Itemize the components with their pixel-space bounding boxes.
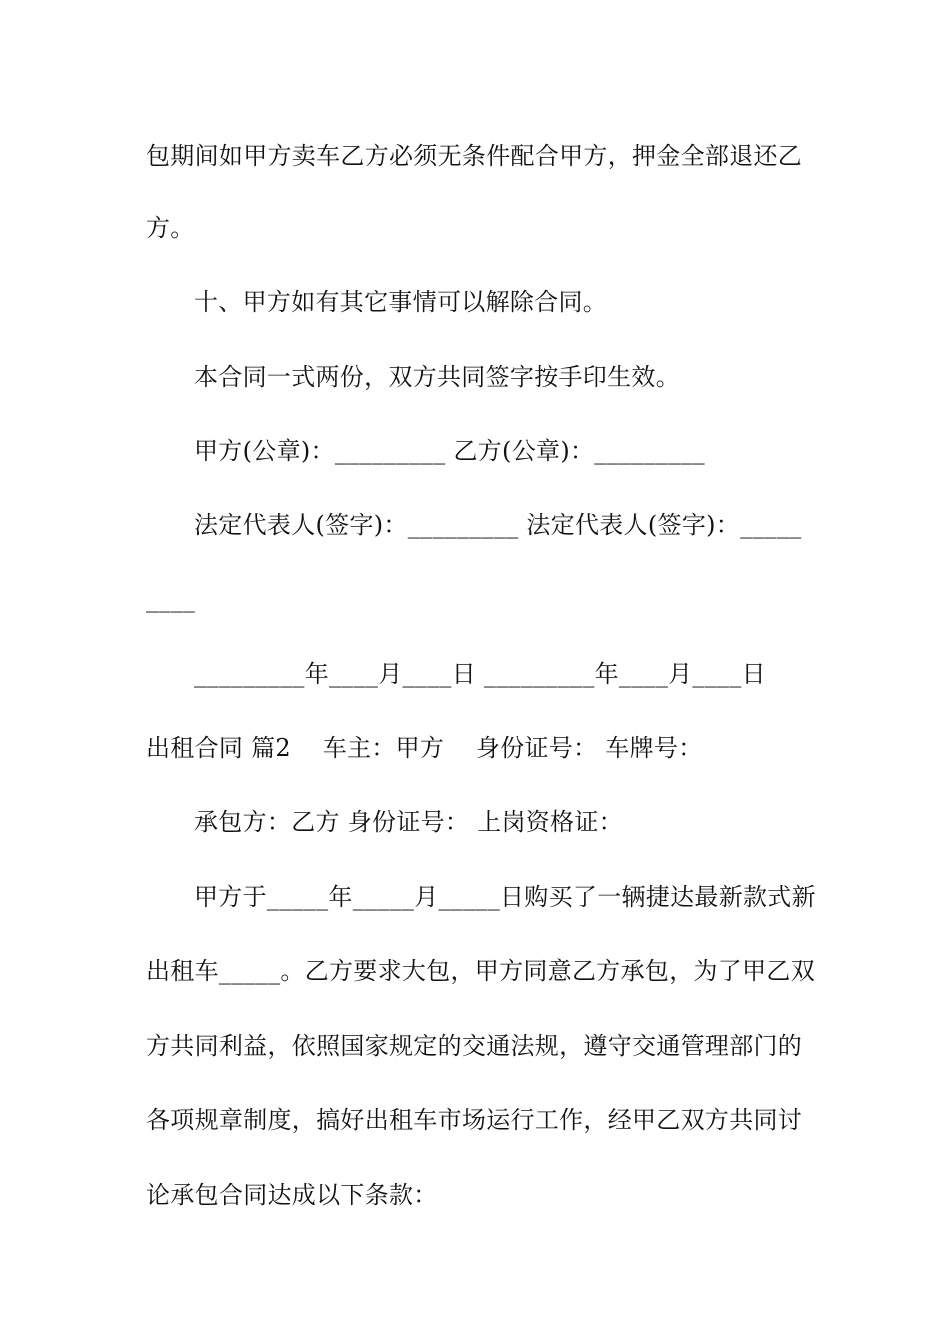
paragraph-purchase-line-2: 出租车_____。乙方要求大包，甲方同意乙方承包，为了甲乙双 bbox=[146, 957, 815, 985]
paragraph-line-1: 包期间如甲方卖车乙方必须无条件配合甲方，押金全部退还乙 bbox=[146, 142, 803, 170]
paragraph-purchase-line-1: 甲方于_____年_____月_____日购买了一辆捷达最新款式新 bbox=[194, 883, 816, 911]
signature-continuation: ____ bbox=[146, 585, 196, 613]
contractor-info: 承包方：乙方 身份证号： 上岗资格证： bbox=[194, 808, 623, 836]
contract-two-heading: 出租合同 篇2 车主：甲方 身份证号： 车牌号： bbox=[146, 734, 703, 762]
paragraph-purchase-line-3: 方共同利益，依照国家规定的交通法规，遵守交通管理部门的 bbox=[146, 1032, 803, 1060]
date-line: _________年____月____日 _________年____月____日 bbox=[194, 660, 766, 688]
paragraph-purchase-line-5: 论承包合同达成以下条款： bbox=[146, 1181, 438, 1209]
copies-statement: 本合同一式两份，双方共同签字按手印生效。 bbox=[194, 363, 680, 391]
paragraph-line-2: 方。 bbox=[146, 214, 195, 242]
seal-line: 甲方(公章)：_________ 乙方(公章)：_________ bbox=[194, 437, 705, 465]
representative-signature-line: 法定代表人(签字)：_________ 法定代表人(签字)：_____ bbox=[194, 511, 802, 539]
paragraph-purchase-line-4: 各项规章制度，搞好出租车市场运行工作，经甲乙双方共同讨 bbox=[146, 1106, 803, 1134]
clause-ten: 十、甲方如有其它事情可以解除合同。 bbox=[194, 288, 608, 316]
